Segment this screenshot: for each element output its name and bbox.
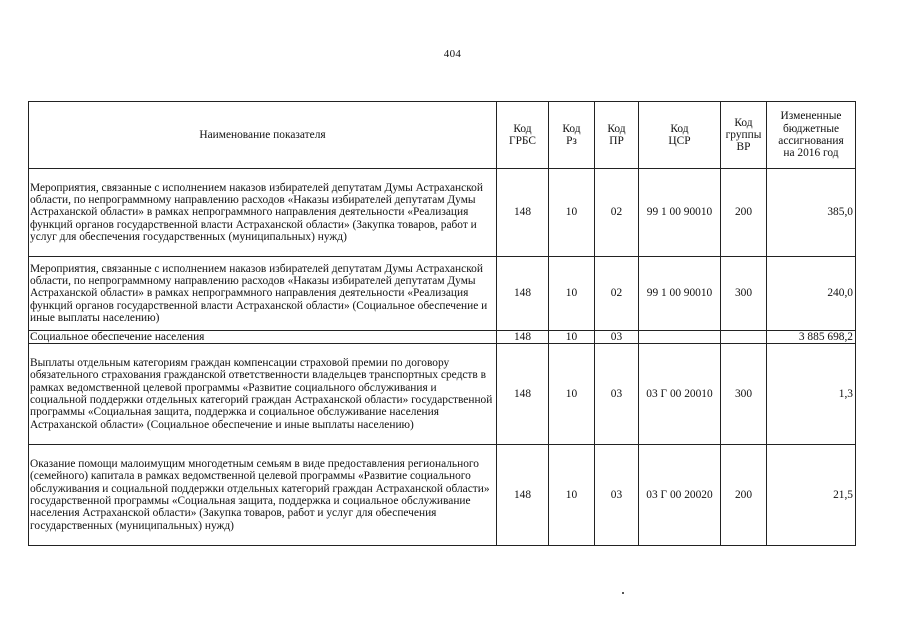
cell-amount: 21,5 <box>767 445 856 546</box>
scan-speck <box>622 592 624 594</box>
table-row <box>29 344 856 445</box>
header-amount-line: ассигнования <box>778 135 844 147</box>
cell-csr: 99 1 00 90010 <box>639 169 721 257</box>
cell-vr: 200 <box>721 445 767 546</box>
cell-name: Оказание помощи малоимущим многодетным семьям в виде предоставления регионального (семейного) капитала в рамках ведомственной целевой программы «Развитие социального обслуживания и социальной поддержки отдельных категорий граждан Астраханской области» государственной программы «Социальная защита, поддержка и социальное обслуживание населения Астраханской области» (Закупка товаров, работ и услуг для обеспечения государственных (муниципальных) нужд) <box>29 445 497 546</box>
cell-pr: 02 <box>595 169 639 257</box>
cell-name: Выплаты отдельным категориям граждан компенсации страховой премии по договору обязательного страхования гражданской ответственности владельцев транспортных средств в рамках ведомственной целевой программы «Развитие социального обслуживания и социальной поддержки отдельных категорий граждан Астраханской области» государственной программы «Социальная защита, поддержка и социальное обслуживание населения Астраханской области» (Социальное обеспечение и иные выплаты населению) <box>29 344 497 445</box>
header-vr <box>721 102 767 169</box>
cell-pr: 03 <box>595 344 639 445</box>
header-csr-line: Код <box>670 122 689 135</box>
header-name: Наименование показателя <box>29 102 497 169</box>
cell-grbs: 148 <box>497 257 549 331</box>
cell-rz: 10 <box>549 445 595 546</box>
page-number: 404 <box>443 48 462 60</box>
header-csr <box>639 102 721 169</box>
cell-rz: 10 <box>549 169 595 257</box>
header-rz-line: Код <box>562 122 581 135</box>
cell-rz: 10 <box>549 344 595 445</box>
cell-pr: 02 <box>595 257 639 331</box>
cell-vr <box>721 331 767 344</box>
cell-amount: 385,0 <box>767 169 856 257</box>
header-csr-line: ЦСР <box>668 135 691 147</box>
cell-csr: 03 Г 00 20020 <box>639 445 721 546</box>
header-rz-line: Рз <box>566 135 577 147</box>
cell-name: Мероприятия, связанные с исполнением наказов избирателей депутатам Думы Астраханской области, по непрограммному направлению расходов «Наказы избирателей депутатам Думы Астраханской области» в рамках непрограммного направления деятельности «Реализация функций органов государственной власти Астраханской области» (Закупка товаров, работ и услуг для обеспечения государственных (муниципальных) нужд) <box>29 169 497 257</box>
header-pr-line: Код <box>607 122 626 135</box>
cell-pr: 03 <box>595 445 639 546</box>
cell-grbs: 148 <box>497 344 549 445</box>
cell-csr: 03 Г 00 20010 <box>639 344 721 445</box>
cell-csr <box>639 331 721 344</box>
cell-grbs: 148 <box>497 169 549 257</box>
header-amount-line: Измененные <box>780 110 842 123</box>
header-grbs-line: Код <box>513 122 532 135</box>
table-row <box>29 445 856 546</box>
cell-name: Мероприятия, связанные с исполнением наказов избирателей депутатам Думы Астраханской области, по непрограммному направлению расходов «Наказы избирателей депутатам Думы Астраханской области» в рамках непрограммного направления деятельности «Реализация функций органов государственной власти Астраханской области» (Социальное обеспечение и иные выплаты населению) <box>29 257 497 331</box>
cell-vr: 200 <box>721 169 767 257</box>
cell-vr: 300 <box>721 344 767 445</box>
header-amount-line: бюджетные <box>782 122 840 135</box>
cell-pr: 03 <box>595 331 639 344</box>
cell-rz: 10 <box>549 257 595 331</box>
cell-amount: 3 885 698,2 <box>767 331 856 344</box>
header-vr-line: Код <box>734 116 753 129</box>
cell-name: Социальное обеспечение населения <box>29 331 497 344</box>
header-rz <box>549 102 595 169</box>
cell-amount: 240,0 <box>767 257 856 331</box>
table-header-row <box>29 102 856 169</box>
cell-amount: 1,3 <box>767 344 856 445</box>
header-pr-line: ПР <box>609 135 624 147</box>
table-row <box>29 169 856 257</box>
table-row <box>29 257 856 331</box>
header-vr-line: ВР <box>736 141 751 154</box>
budget-table <box>28 101 856 546</box>
cell-grbs: 148 <box>497 331 549 344</box>
header-amount-line: на 2016 год <box>783 147 839 160</box>
cell-grbs: 148 <box>497 445 549 546</box>
cell-rz: 10 <box>549 331 595 344</box>
header-pr <box>595 102 639 169</box>
header-vr-line: группы <box>725 128 762 141</box>
cell-vr: 300 <box>721 257 767 331</box>
header-amount <box>767 102 856 169</box>
header-grbs-line: ГРБС <box>509 135 536 147</box>
cell-csr: 99 1 00 90010 <box>639 257 721 331</box>
header-grbs <box>497 102 549 169</box>
table-row <box>29 331 856 344</box>
